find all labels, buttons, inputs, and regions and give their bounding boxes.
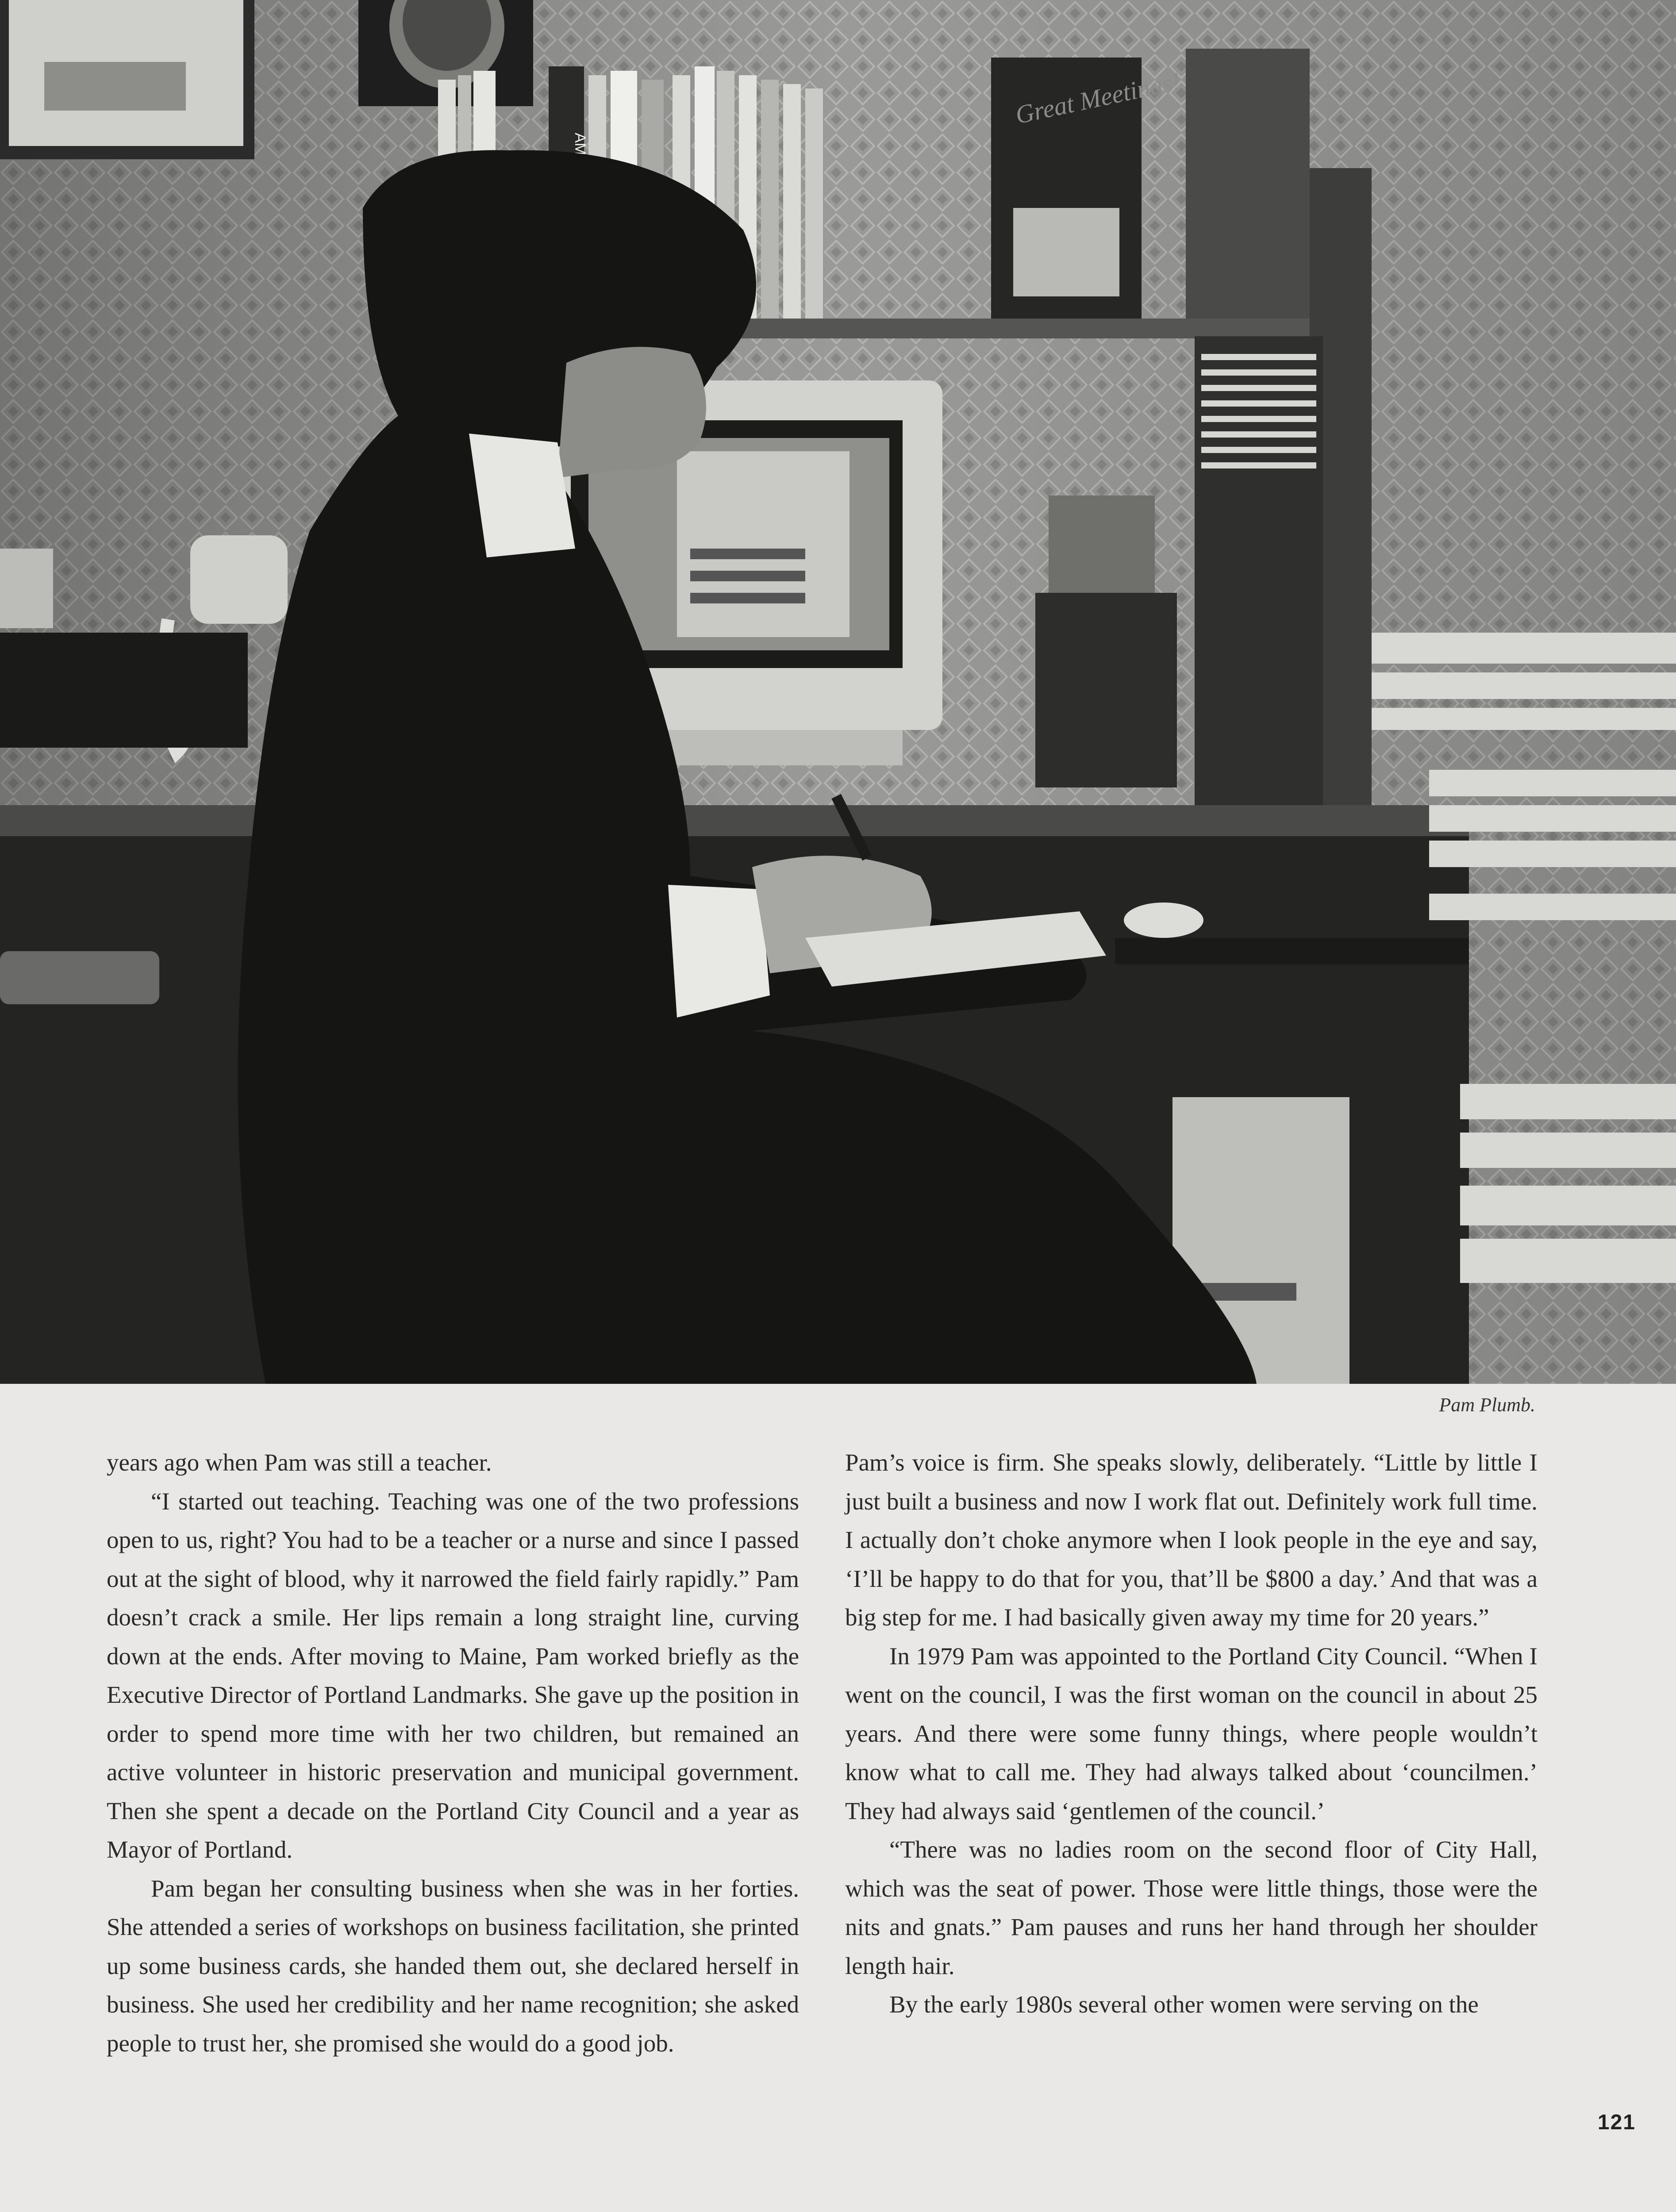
book-cover-text: Great Meetings! bbox=[1013, 66, 1183, 130]
photo-caption: Pam Plumb. bbox=[1439, 1394, 1535, 1416]
paragraph: years ago when Pam was still a teacher. bbox=[107, 1449, 492, 1476]
paragraph: “There was no ladies room on the second floor of City Hall, which was the seat of power. Those were little things, those were the nits and gnats.” Pam pauses and runs her hand through her shoulder length hair. bbox=[845, 1836, 1538, 1979]
paragraph: By the early 1980s several other women were serving on the bbox=[889, 1991, 1479, 2018]
text-column-right bbox=[845, 1443, 1538, 2024]
paragraph: “I started out teaching. Teaching was one of the two professions open to us, right? You had to be a teacher or a nurse and since I passed out at the sight of blood, why it narrowed the field fairly rapidly.” Pam doesn’t crack a smile. Her lips remain a long straight line, curving down at the ends. After moving to Maine, Pam worked briefly as the Executive Director of Portland Landmarks. She gave up the position in order to spend more time with her two children, but remained an active volunteer in historic preservation and municipal government. Then she spent a decade on the Portland City Council and a year as Mayor of Portland. bbox=[107, 1487, 799, 1863]
text-column-left bbox=[107, 1443, 799, 2062]
paragraph: In 1979 Pam was appointed to the Portland City Council. “When I went on the council, I was the first woman on the council in about 25 years. And there were some funny things, where people wouldn’t know what to call me. They had always talked about ‘councilmen.’ They had always said ‘gentlemen of the council.’ bbox=[845, 1642, 1538, 1824]
page-number: 121 bbox=[1597, 2111, 1636, 2134]
paragraph: Pam began her consulting business when she was in her forties. She attended a series of workshops on business facilitation, she printed up some business cards, she handed them out, she declared herself in business. She used her credibility and her name recognition; she asked people to trust her, she promised she would do a good job. bbox=[107, 1874, 799, 2057]
paragraph: Pam’s voice is firm. She speaks slowly, deliberately. “Little by little I just built a business and now I work flat out. Definitely work full time. I actually don’t choke anymore when I look people in the eye and say, ‘I’ll be happy to do that for you, that’ll be $800 a day.’ And that was a big step for me. I had basically given away my time for 20 years.” bbox=[845, 1449, 1538, 1631]
